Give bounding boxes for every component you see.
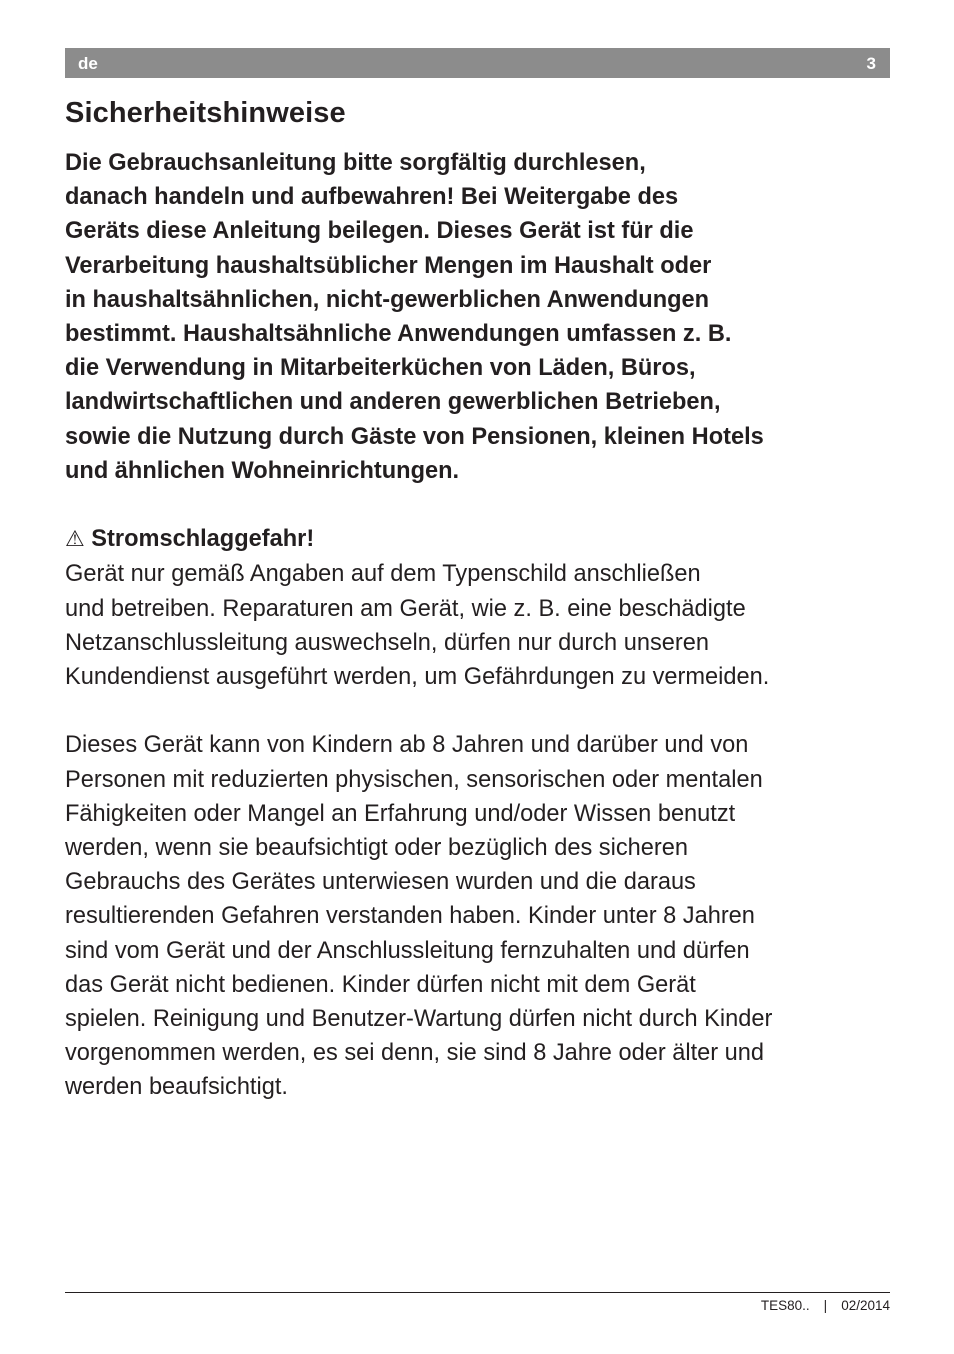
footer-date: 02/2014 xyxy=(841,1298,890,1313)
footer xyxy=(761,1298,890,1313)
children-notice-paragraph: Dieses Gerät kann von Kindern ab 8 Jahren und darüber und von Personen mit reduzierten physischen, sensorischen oder mentalen Fähigkeiten oder Mangel an Erfahrung und/oder Wissen benutzt werden, wenn sie beaufsichtigt oder bezüglich des sicheren Gebrauchs des Gerätes unterwiesen wurden und die daraus resultierenden Gefahren verstanden haben. Kinder unter 8 Jahren sind vom Gerät und der Anschlussleitung fernzuhalten und dürfen das Gerät nicht bedienen. Kinder dürfen nicht mit dem Gerät spielen. Reinigung und Benutzer-Wartung dürfen nicht durch Kinder vorgenommen werden, es sei denn, sie sind 8 Jahre oder älter und werden beaufsichtigt. xyxy=(65,732,773,1101)
page-title: Sicherheitshinweise xyxy=(65,97,346,129)
page-number: 3 xyxy=(866,54,876,73)
warning-triangle-icon: ⚠ xyxy=(65,527,85,553)
header-bar xyxy=(65,48,890,78)
footer-separator: | xyxy=(823,1298,828,1313)
footer-divider xyxy=(65,1292,890,1293)
warning-heading xyxy=(65,522,895,557)
language-label: de xyxy=(78,54,98,73)
main-content xyxy=(65,146,895,1105)
warning-heading-text: Stromschlaggefahr! xyxy=(91,526,315,553)
intro-paragraph: Die Gebrauchsanleitung bitte sorgfältig durchlesen, danach handeln und aufbewahren! Bei Weitergabe des Geräts diese Anleitung beilegen. Dieses Gerät ist für die Verarbeitung haushaltsüblicher Mengen im Haushalt oder in haushaltsähnlichen, nicht-gewerblichen Anwendungen bestimmt. Haushaltsähnliche Anwendungen umfassen z. B. die Verwendung in Mitarbeiterküchen von Läden, Büros, landwirtschaftlichen und anderen gewerblichen Betrieben, sowie die Nutzung durch Gäste von Pensionen, kleinen Hotels und ähnlichen Wohneinrichtungen. xyxy=(65,150,764,484)
footer-model: TES80.. xyxy=(760,1298,810,1313)
warning-paragraph: Gerät nur gemäß Angaben auf dem Typenschild anschließen und betreiben. Reparaturen am Gerät, wie z. B. eine beschädigte Netzanschlussleitung auswechseln, dürfen nur durch unseren Kundendienst ausgeführt werden, um Gefährdungen zu vermeiden. xyxy=(65,561,770,691)
